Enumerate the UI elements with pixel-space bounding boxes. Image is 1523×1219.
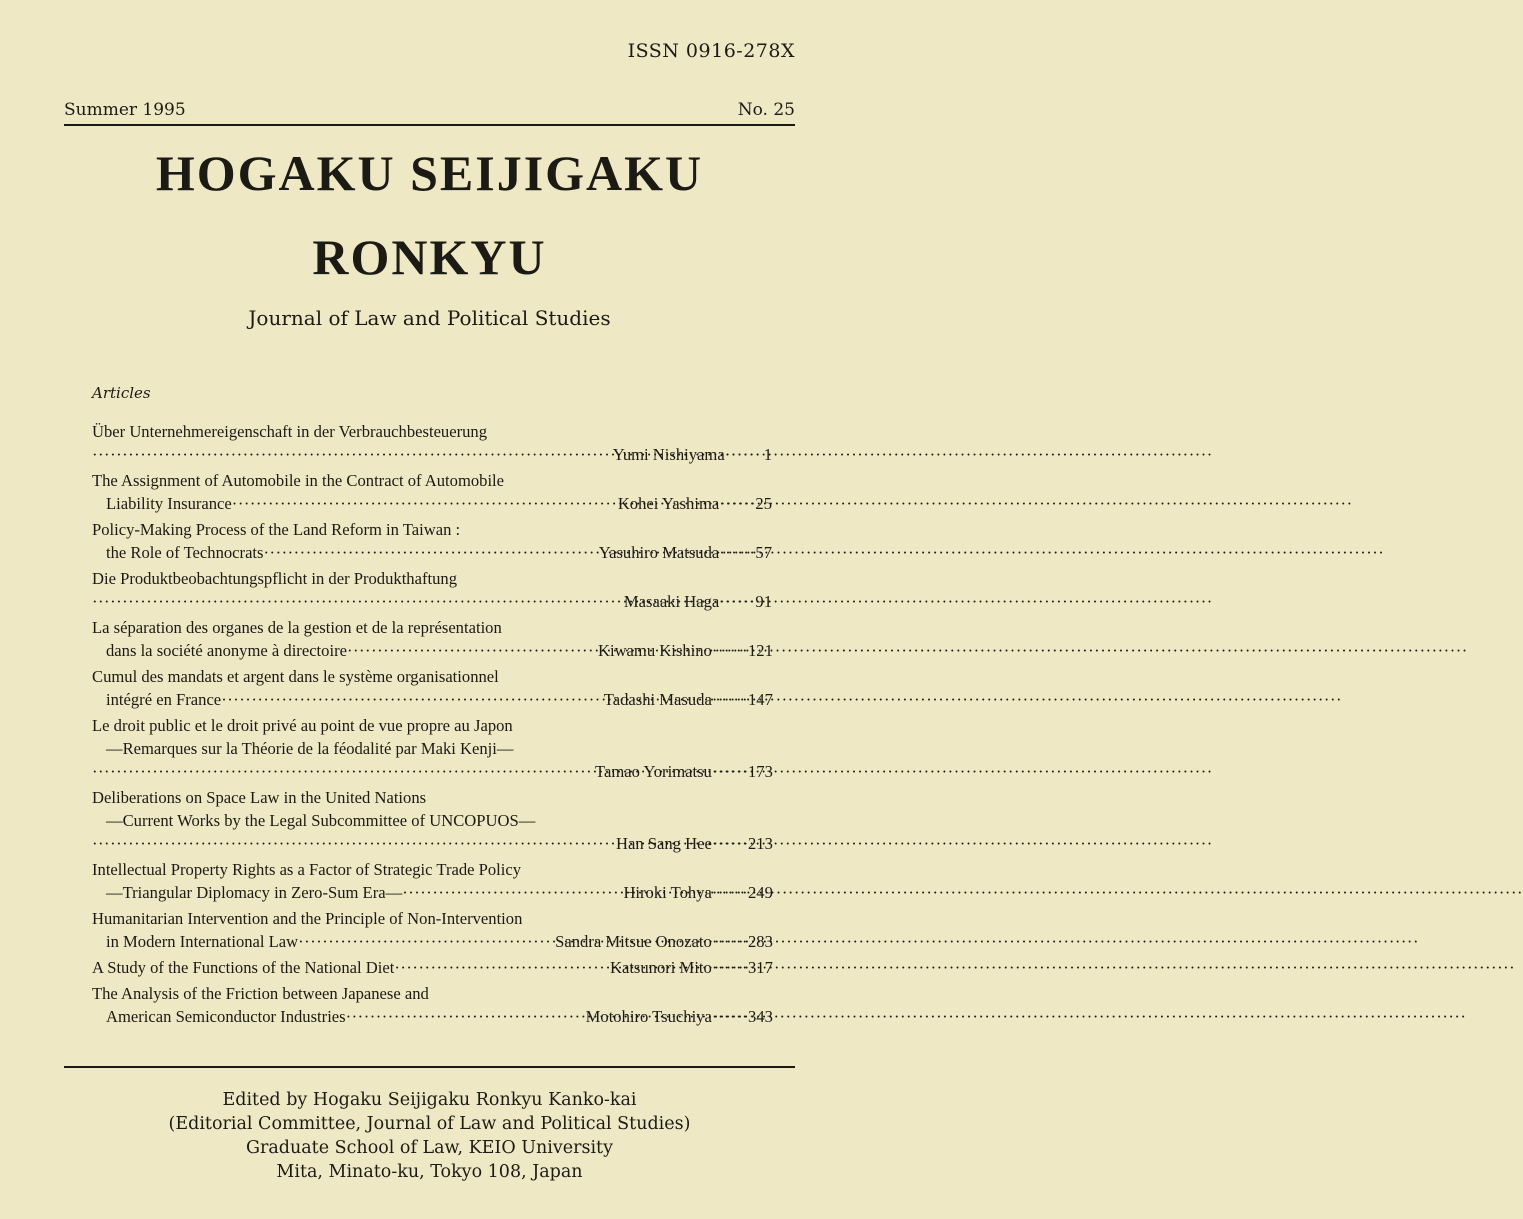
dot-leader: [92, 832, 616, 855]
dot-leader: [298, 930, 555, 953]
dot-leader: [394, 956, 610, 979]
article-page-number: 91: [755, 592, 772, 611]
article-author: Yumi Nishiyama: [612, 445, 725, 464]
article-title-line: A Study of the Functions of the National Diet: [92, 958, 395, 977]
dot-leader: ······: [711, 834, 748, 853]
publisher-line: (Editorial Committee, Journal of Law and Political Studies): [168, 1114, 691, 1134]
article-author: Sandra Mitsue Onozato: [555, 932, 712, 951]
article-title-line: American Semiconductor Industries: [106, 1007, 346, 1026]
dot-leader: ······: [719, 543, 756, 562]
article-author: Katsunori Mito: [609, 958, 712, 977]
article-title-line: Humanitarian Intervention and the Principle of Non-Intervention: [92, 909, 523, 928]
article-title-line: La séparation des organes de la gestion et de la représentation: [92, 618, 502, 637]
article-byline: [92, 930, 772, 953]
dot-leader: [92, 443, 613, 466]
dot-leader: ······: [724, 445, 761, 464]
issue-number: No. 25: [737, 100, 795, 120]
article-title-line: in Modern International Law: [106, 932, 299, 951]
issue-season: Summer 1995: [64, 100, 186, 120]
article-title-line: —Remarques sur la Théorie de la féodalité par Maki Kenji—: [106, 739, 514, 758]
article-title-line: Intellectual Property Rights as a Factor of Strategic Trade Policy: [92, 860, 522, 879]
article-author: Kohei Yashima: [617, 494, 720, 513]
article-page-number: 57: [755, 543, 772, 562]
article-byline: [92, 590, 772, 613]
journal-title-line1: HOGAKU SEIJIGAKU: [155, 145, 704, 201]
article-title-line: Deliberations on Space Law in the United Nations: [92, 788, 427, 807]
toc-entry: [92, 858, 772, 904]
article-byline: [92, 492, 772, 515]
dot-leader: ······: [719, 592, 756, 611]
toc-entry: [92, 956, 772, 979]
toc-entry: [92, 665, 772, 711]
article-page-number: 147: [748, 690, 773, 709]
article-byline: [92, 1005, 772, 1028]
article-page-number: 25: [755, 494, 772, 513]
article-title-line: intégré en France: [106, 690, 222, 709]
article-title-line: The Assignment of Automobile in the Contract of Automobile: [92, 471, 505, 490]
article-author: Yasuhiro Matsuda: [598, 543, 720, 562]
bottom-divider: [64, 1066, 795, 1068]
article-title-line: Über Unternehmereigenschaft in der Verbrauchbesteuerung: [92, 422, 488, 441]
toc-entry: [92, 907, 772, 953]
dot-leader: ······: [711, 932, 748, 951]
article-title-line: —Triangular Diplomacy in Zero-Sum Era—: [106, 883, 403, 902]
journal-subtitle: Journal of Law and Political Studies: [248, 306, 611, 330]
article-title-line: Policy-Making Process of the Land Reform in Taiwan :: [92, 520, 461, 539]
publisher-line: Edited by Hogaku Seijigaku Ronkyu Kanko-kai: [222, 1090, 637, 1110]
toc-entry: [92, 518, 772, 564]
article-title-line: the Role of Technocrats: [106, 543, 264, 562]
dot-leader: [264, 541, 599, 564]
article-byline: [92, 760, 772, 783]
toc-entry: [92, 420, 772, 466]
dot-leader: [221, 688, 604, 711]
article-author: Tamao Yorimatsu: [595, 762, 712, 781]
dot-leader: [92, 760, 595, 783]
article-byline: [92, 639, 772, 662]
dot-leader: ······: [711, 958, 748, 977]
article-title-line: Le droit public et le droit privé au point de vue propre au Japon: [92, 716, 513, 735]
dot-leader: ······: [711, 762, 748, 781]
publisher-line: Mita, Minato-ku, Tokyo 108, Japan: [276, 1162, 583, 1182]
dot-leader: ······: [711, 1007, 748, 1026]
dot-leader: ······: [719, 494, 756, 513]
article-title-line: Cumul des mandats et argent dans le système organisationnel: [92, 667, 499, 686]
article-page-number: 121: [748, 641, 773, 660]
publisher-line: Graduate School of Law, KEIO University: [246, 1138, 613, 1158]
article-author: Han Sang Hee: [616, 834, 712, 853]
article-title-line: —Current Works by the Legal Subcommittee of UNCOPUOS—: [106, 811, 536, 830]
article-page-number: 1: [763, 445, 772, 464]
toc-entry: [92, 469, 772, 515]
publisher-info: [0, 1088, 859, 1184]
article-page-number: 173: [748, 762, 773, 781]
dot-leader: [346, 1005, 586, 1028]
articles-heading: Articles: [92, 384, 151, 402]
toc-entry: [92, 567, 772, 613]
toc-entry: [92, 714, 772, 783]
article-byline: [92, 832, 772, 855]
article-page-number: 249: [748, 883, 773, 902]
dot-leader: ······: [711, 690, 748, 709]
article-page-number: 317: [748, 958, 773, 977]
dot-leader: [347, 639, 598, 662]
dot-leader: [92, 590, 624, 613]
issn: ISSN 0916-278X: [627, 40, 795, 62]
article-byline: [92, 443, 772, 466]
issue-meta: [64, 100, 795, 120]
toc-entry: [92, 786, 772, 855]
toc-entry: [92, 982, 772, 1028]
dot-leader: ······: [711, 641, 748, 660]
article-page-number: 343: [748, 1007, 773, 1026]
toc-entry: [92, 616, 772, 662]
article-author: Motohiro Tsuchiya: [585, 1007, 712, 1026]
article-author: Tadashi Masuda: [603, 690, 712, 709]
article-page-number: 283: [748, 932, 773, 951]
article-title-line: dans la société anonyme à directoire: [106, 641, 347, 660]
article-title-line: Liability Insurance: [106, 494, 232, 513]
journal-title-line2: RONKYU: [312, 229, 547, 285]
article-author: Masaaki Haga: [623, 592, 720, 611]
table-of-contents: [92, 420, 772, 1031]
article-author: Hiroki Tohya: [623, 883, 712, 902]
article-title-line: Die Produktbeobachtungspflicht in der Produkthaftung: [92, 569, 457, 588]
top-divider: [64, 124, 795, 126]
article-byline: [92, 956, 772, 979]
dot-leader: [232, 492, 618, 515]
article-page-number: 213: [748, 834, 773, 853]
article-byline: [92, 881, 772, 904]
dot-leader: [402, 881, 623, 904]
dot-leader: ······: [711, 883, 748, 902]
article-byline: [92, 541, 772, 564]
article-byline: [92, 688, 772, 711]
article-title-line: The Analysis of the Friction between Japanese and: [92, 984, 429, 1003]
article-author: Kiwamu Kishino: [597, 641, 712, 660]
